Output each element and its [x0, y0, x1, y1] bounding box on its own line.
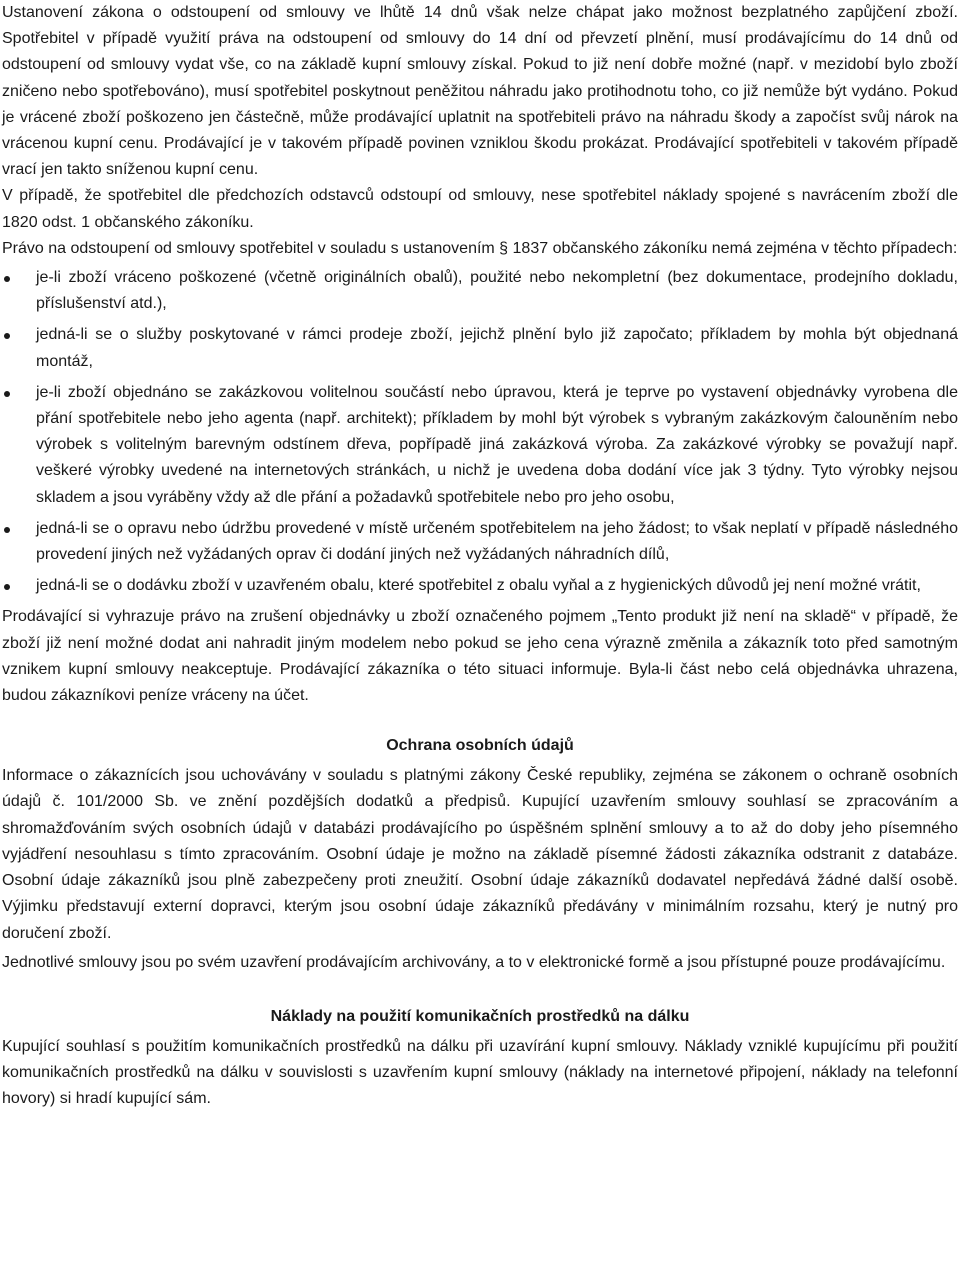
withdrawal-paragraph: Ustanovení zákona o odstoupení od smlouvy ve lhůtě 14 dnů však nelze chápat jako možnost bezplatného zapůjčení zboží. Spotřebitel v případě využití práva na odstoupení od smlouvy do 14 dní od převzetí plnění, musí prodávajícímu do 14 dnů od odstoupení od smlouvy vydat vše, co na základě kupní smlouvy získal. Pokud to již není dobře možné (např. v mezidobí bylo zboží zničeno nebo spotřebováno), musí spotřebitel poskytnout peněžitou náhradu jako protihodnotu toho, co již nemůže být vydáno. Pokud je vrácené zboží poškozeno jen částečně, může prodávající uplatnit na spotřebiteli právo na náhradu škody a započíst svůj nárok na vrácenou kupní cenu. Prodávající je v takovém případě povinen vzniklou škodu prokázat. Prodávající spotřebiteli v takovém případě vrací jen takto sníženou kupní cenu.	[2, 4, 958, 179]
list-item	[2, 380, 958, 511]
bullet-icon	[4, 527, 10, 533]
return-costs-paragraph: V případě, že spotřebitel dle předchozích odstavců odstoupí od smlouvy, nese spotřebitel náklady spojené s navrácením zboží dle 1820 odst. 1 občanského zákoníku.	[2, 187, 958, 231]
list-item	[2, 516, 958, 568]
bullet-icon	[4, 276, 10, 282]
archiving-paragraph: Jednotlivé smlouvy jsou po svém uzavření prodávajícím archivovány, a to v elektronické formě a jsou přístupné pouze prodávajícímu.	[2, 953, 946, 971]
communication-costs-paragraph: Kupující souhlasí s použitím komunikačních prostředků na dálku při uzavírání kupní smlouvy. Náklady vzniklé kupujícímu při použití komunikačních prostředků na dálku v souvislosti s uzavřením kupní smlouvy (náklady na internetové připojení, náklady na telefonní hovory) si hradí kupující sám.	[2, 1037, 958, 1108]
list-item-text: jedná-li se o služby poskytované v rámci prodeje zboží, jejichž plnění bylo již započato; příkladem by mohla být objednaná montáž,	[36, 326, 958, 370]
bullet-icon	[4, 584, 10, 590]
list-item-text: jedná-li se o opravu nebo údržbu provedené v místě určeném spotřebitelem na jeho žádost; to však neplatí v případě následného provedení jiných než vyžádaných oprav či dodání jiných než vyžádaných náhradních dílů,	[36, 519, 958, 564]
list-item-text: jedná-li se o dodávku zboží v uzavřeném obalu, které spotřebitel z obalu vyňal a z hygienických důvodů jej není možné vrátit,	[36, 577, 921, 595]
exceptions-list	[2, 265, 958, 599]
list-item-text: je-li zboží objednáno se zakázkovou volitelnou součástí nebo úpravou, která je teprve po vystavení objednávky vyrobena dle přání spotřebitele nebo jeho agenta (např. architekt); příkladem by mohl být výrobek s vybraným zakázkovým čalouněním nebo výrobek s volitelným barevným odstínem dřeva, popřípadě jiná zakázková výroba. Za zakázkové výrobky se považují např. veškeré výrobky uvedené na internetových stránkách, u nichž je uvedena doba dodání více jak 3 týdny. Tyto výrobky nejsou skladem a jsou vyráběny vždy až dle přání a požadavků spotřebitele nebo pro jeho osobu,	[36, 383, 958, 506]
list-item	[2, 322, 958, 374]
bullet-icon	[4, 333, 10, 339]
list-item-text: je-li zboží vráceno poškozené (včetně originálních obalů), použité nebo nekompletní (bez dokumentace, prodejního dokladu, příslušenství atd.),	[36, 269, 958, 313]
list-item	[2, 265, 958, 317]
list-item	[2, 573, 958, 599]
privacy-paragraph: Informace o zákaznících jsou uchovávány v souladu s platnými zákony České republiky, zejména se zákonem o ochraně osobních údajů č. 101/2000 Sb. ve znění pozdějších dodatků a předpisů. Kupující uzavřením smlouvy souhlasí se zpracováním a shromažďováním svých osobních údajů v databázi prodávajícího po úspěšném splnění smlouvy a to až do doby jeho písemného vyjádření nesouhlasu s tímto zpracováním. Osobní údaje je možno na základě písemné žádosti zákazníka odstranit z databáze. Osobní údaje zákazníků jsou plně zabezpečeny proti zneužití. Osobní údaje zákazníků dodavatel nepředává žádné další osobě. Výjimku představují externí dopravci, kterým jsou osobní údaje zákazníků předávány v minimálním rozsahu, který je nutný pro doručení zboží.	[2, 767, 958, 942]
bullet-icon	[4, 391, 10, 397]
order-cancellation-paragraph: Prodávající si vyhrazuje právo na zrušení objednávky u zboží označeného pojmem „Tento produkt již není na skladě“ v případě, že zboží již není možné dodat ani nahradit jiným modelem nebo pokud se jeho cena výrazně změnila a zákazník toto před samotným vznikem kupní smlouvy neakceptuje. Prodávající zákazníka o této situaci informuje. Byla-li část nebo celá objednávka uhrazena, budou zákazníkovi peníze vráceny na účet.	[2, 608, 958, 705]
exceptions-intro-paragraph: Právo na odstoupení od smlouvy spotřebitel v souladu s ustanovením § 1837 občanského zákoníku nemá zejména v těchto případech:	[2, 239, 958, 257]
communication-costs-heading: Náklady na použití komunikačních prostředků na dálku	[270, 1007, 690, 1025]
privacy-heading: Ochrana osobních údajů	[386, 737, 574, 755]
